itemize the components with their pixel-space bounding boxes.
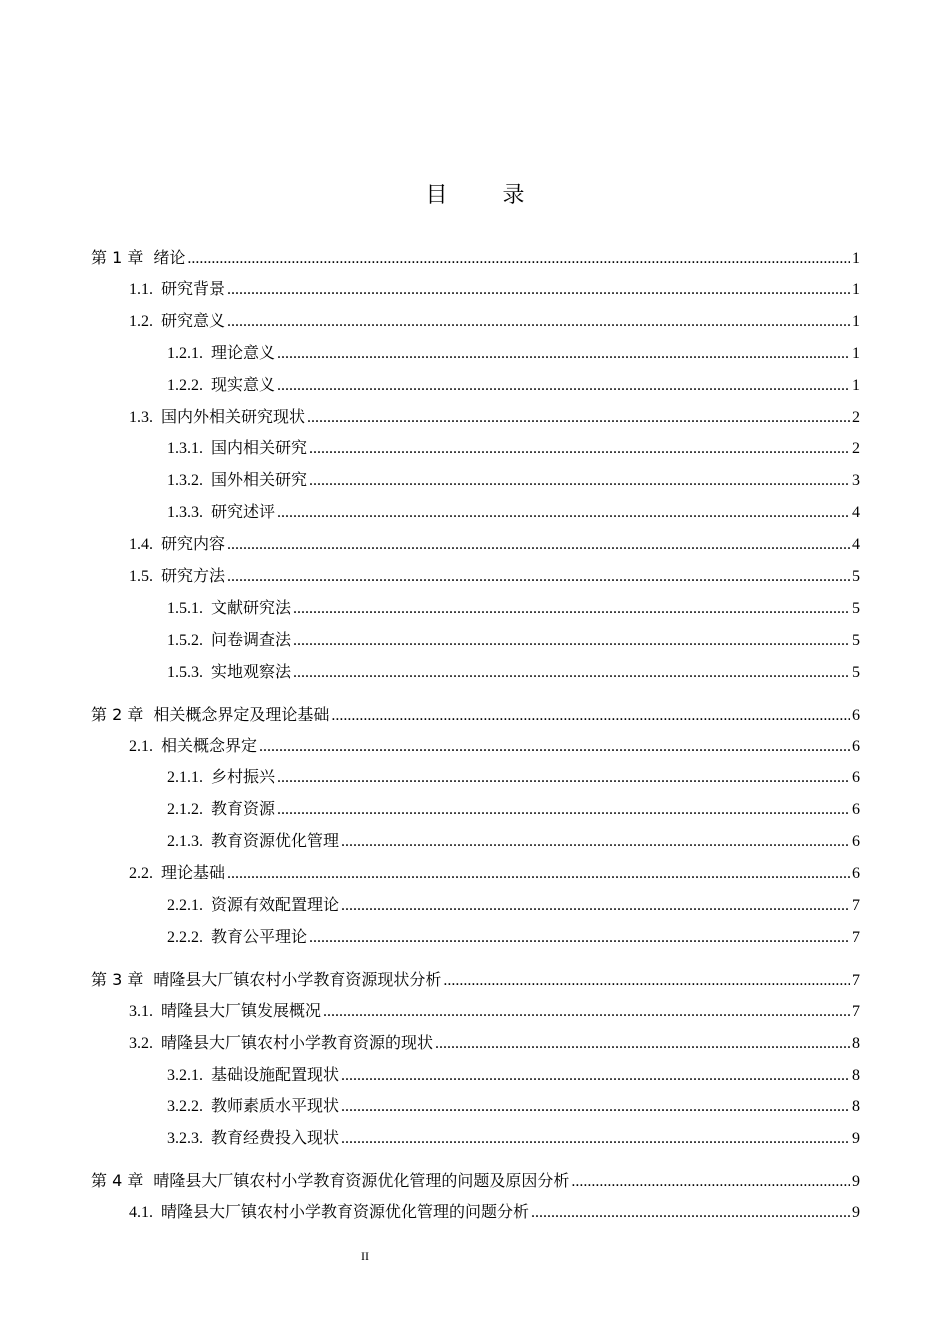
toc-entry-label: 教育资源优化管理 xyxy=(211,833,340,851)
toc-entry-page: 5 xyxy=(852,663,860,681)
toc-entry-label: 研究述评 xyxy=(211,504,276,522)
toc-entry-page: 6 xyxy=(852,801,860,819)
toc-entry-label: 研究意义 xyxy=(161,312,226,330)
toc-entry-level3[interactable] xyxy=(167,894,860,918)
toc-entry-level1[interactable] xyxy=(91,1169,860,1193)
toc-entry-label: 研究背景 xyxy=(161,280,226,298)
toc-entry-level2[interactable] xyxy=(129,565,860,589)
toc-entry-page: 5 xyxy=(852,568,860,585)
toc-entry-page: 1 xyxy=(852,280,860,298)
toc-entry-level2[interactable] xyxy=(129,533,860,557)
toc-entry-label: 教育公平理论 xyxy=(211,928,308,946)
toc-entry-label: 国内外相关研究现状 xyxy=(161,408,306,426)
toc-entry-label: 乡村振兴 xyxy=(211,769,276,787)
toc-entry-label: 相关概念界定 xyxy=(161,737,258,755)
toc-entry-number: 1.5.2. xyxy=(167,631,203,649)
dot-leader xyxy=(187,247,850,271)
toc-entry-number: 3.2.1. xyxy=(167,1066,203,1084)
dot-leader xyxy=(341,894,850,918)
dot-leader xyxy=(443,969,850,993)
toc-entry-level2[interactable] xyxy=(129,278,860,302)
toc-entry-number: 第 2 章 xyxy=(91,704,144,724)
toc-entry-level2[interactable] xyxy=(129,862,860,886)
toc-entry-page: 5 xyxy=(852,599,860,617)
toc-entry-level3[interactable] xyxy=(167,766,860,790)
toc-entry-label: 晴隆县大厂镇农村小学教育资源现状分析 xyxy=(153,969,442,989)
toc-entry-page: 9 xyxy=(852,1130,860,1148)
dot-leader xyxy=(293,661,850,685)
toc-entry-page: 1 xyxy=(852,376,860,394)
dot-leader xyxy=(309,437,850,461)
toc-entry-number: 2.2.1. xyxy=(167,897,203,914)
dot-leader xyxy=(277,342,850,366)
toc-entry-page: 2 xyxy=(852,440,860,458)
dot-leader xyxy=(331,704,850,728)
toc-entry-page: 1 xyxy=(852,250,860,267)
toc-entry-level2[interactable] xyxy=(129,1000,860,1024)
toc-entry-number: 1.2.1. xyxy=(167,344,203,362)
toc-entry-number: 3.2.3. xyxy=(167,1130,203,1148)
toc-entry-page: 3 xyxy=(852,472,860,490)
dot-leader xyxy=(227,565,850,589)
toc-entry-number: 2.1.1. xyxy=(167,769,203,787)
toc-entry-number: 2.1. xyxy=(129,737,153,755)
toc-entry-number: 1.3.2. xyxy=(167,472,203,490)
toc-entry-page: 7 xyxy=(852,1002,860,1020)
toc-entry-level2[interactable] xyxy=(129,1201,860,1225)
toc-entry-label: 国内相关研究 xyxy=(211,440,308,458)
toc-entry-number: 1.2.2. xyxy=(167,376,203,394)
toc-entry-page: 6 xyxy=(852,865,860,883)
toc-entry-level3[interactable] xyxy=(167,1064,860,1088)
toc-entry-page: 8 xyxy=(852,1034,860,1052)
toc-entry-label: 理论意义 xyxy=(211,344,276,362)
toc-entry-label: 研究方法 xyxy=(161,568,226,585)
toc-entry-number: 1.3.1. xyxy=(167,440,203,458)
toc-entry-number: 第 3 章 xyxy=(91,969,144,989)
toc-entry-page: 9 xyxy=(852,1204,860,1222)
toc-entry-label: 晴隆县大厂镇农村小学教育资源优化管理的问题分析 xyxy=(161,1204,530,1222)
toc-entry-label: 研究内容 xyxy=(161,536,226,554)
toc-entry-page: 9 xyxy=(852,1173,860,1191)
toc-entry-page: 2 xyxy=(852,408,860,426)
dot-leader xyxy=(435,1032,850,1056)
toc-entry-label: 国外相关研究 xyxy=(211,472,308,490)
toc-entry-level3[interactable] xyxy=(167,501,860,525)
dot-leader xyxy=(341,1127,850,1151)
toc-entry-page: 6 xyxy=(852,737,860,755)
toc-entry-page: 1 xyxy=(852,312,860,330)
toc-entry-label: 现实意义 xyxy=(211,376,276,394)
toc-entry-level2[interactable] xyxy=(129,735,860,759)
toc-entry-label: 文献研究法 xyxy=(211,599,292,617)
dot-leader xyxy=(571,1170,850,1194)
toc-entry-number: 2.2.2. xyxy=(167,928,203,946)
toc-entry-label: 教育经费投入现状 xyxy=(211,1130,340,1148)
page-number-footer: II xyxy=(361,1249,369,1263)
dot-leader xyxy=(531,1201,850,1225)
toc-entry-level3[interactable] xyxy=(167,830,860,854)
toc-entry-page: 6 xyxy=(852,833,860,851)
toc-entry-page: 6 xyxy=(852,769,860,787)
toc-entry-number: 2.1.3. xyxy=(167,833,203,851)
toc-entry-number: 1.1. xyxy=(129,280,153,298)
toc-entry-page: 7 xyxy=(852,971,860,989)
toc-entry-level3[interactable] xyxy=(167,926,860,950)
dot-leader xyxy=(227,310,850,334)
toc-entry-page: 4 xyxy=(852,536,860,554)
dot-leader xyxy=(277,798,850,822)
dot-leader xyxy=(293,629,850,653)
dot-leader xyxy=(277,501,850,525)
dot-leader xyxy=(227,533,850,557)
toc-entry-label: 相关概念界定及理论基础 xyxy=(153,704,330,724)
toc-entry-label: 资源有效配置理论 xyxy=(211,897,340,914)
dot-leader xyxy=(277,374,850,398)
toc-entry-number: 3.2.2. xyxy=(167,1098,203,1116)
toc-entry-number: 第 4 章 xyxy=(91,1171,144,1191)
toc-entry-label: 晴隆县大厂镇发展概况 xyxy=(161,1002,322,1020)
toc-entry-label: 理论基础 xyxy=(161,865,226,883)
toc-entry-number: 1.3.3. xyxy=(167,504,203,522)
toc-entry-number: 1.2. xyxy=(129,312,153,330)
toc-entry-page: 7 xyxy=(852,928,860,946)
dot-leader xyxy=(277,766,850,790)
toc-entry-label: 教师素质水平现状 xyxy=(211,1098,340,1116)
toc-entry-page: 1 xyxy=(852,344,860,362)
toc-entry-number: 2.1.2. xyxy=(167,801,203,819)
toc-entry-level3[interactable] xyxy=(167,597,860,621)
toc-entry-label: 晴隆县大厂镇农村小学教育资源的现状 xyxy=(161,1034,434,1052)
toc-entry-level2[interactable] xyxy=(129,406,860,430)
toc-entry-level3[interactable] xyxy=(167,342,860,366)
toc-entry-page: 6 xyxy=(852,706,860,724)
toc-entry-number: 1.4. xyxy=(129,536,153,554)
toc-entry-level3[interactable] xyxy=(167,798,860,822)
toc-entry-level3[interactable] xyxy=(167,629,860,653)
dot-leader xyxy=(259,735,850,759)
toc-entry-number: 1.5. xyxy=(129,568,153,585)
toc-entry-label: 基础设施配置现状 xyxy=(211,1066,340,1084)
dot-leader xyxy=(309,469,850,493)
dot-leader xyxy=(293,597,850,621)
dot-leader xyxy=(309,926,850,950)
toc-entry-level1[interactable] xyxy=(91,703,860,727)
toc-entry-level3[interactable] xyxy=(167,1095,860,1119)
toc-entry-label: 晴隆县大厂镇农村小学教育资源优化管理的问题及原因分析 xyxy=(153,1171,570,1191)
toc-entry-level2[interactable] xyxy=(129,310,860,334)
toc-entry-label: 教育资源 xyxy=(211,801,276,819)
toc-entry-number: 2.2. xyxy=(129,865,153,883)
toc-entry-page: 4 xyxy=(852,504,860,522)
dot-leader xyxy=(227,862,850,886)
toc-entry-page: 7 xyxy=(852,897,860,914)
dot-leader xyxy=(307,406,850,430)
dot-leader xyxy=(341,1064,850,1088)
toc-entry-level3[interactable] xyxy=(167,437,860,461)
dot-leader xyxy=(323,1000,850,1024)
toc-entry-level2[interactable] xyxy=(129,1032,860,1056)
dot-leader xyxy=(227,278,850,302)
toc-entry-level1[interactable] xyxy=(91,246,860,270)
toc-entry-level3[interactable] xyxy=(167,469,860,493)
page-title: 目 录 xyxy=(425,183,549,208)
toc-entry-number: 第 1 章 xyxy=(91,248,144,267)
toc-entry-number: 1.3. xyxy=(129,408,153,426)
toc-entry-number: 1.5.1. xyxy=(167,599,203,617)
toc-entry-number: 4.1. xyxy=(129,1204,153,1222)
toc-entry-level3[interactable] xyxy=(167,374,860,398)
toc-entry-number: 1.5.3. xyxy=(167,663,203,681)
toc-entry-page: 8 xyxy=(852,1066,860,1084)
dot-leader xyxy=(341,830,850,854)
toc-entry-label: 实地观察法 xyxy=(211,663,292,681)
dot-leader xyxy=(341,1095,850,1119)
toc-entry-label: 绪论 xyxy=(153,248,186,267)
toc-entry-level3[interactable] xyxy=(167,1127,860,1151)
toc-entry-page: 5 xyxy=(852,631,860,649)
toc-entry-number: 3.1. xyxy=(129,1002,153,1020)
toc-entry-page: 8 xyxy=(852,1098,860,1116)
toc-entry-level3[interactable] xyxy=(167,661,860,685)
toc-entry-number: 3.2. xyxy=(129,1034,153,1052)
toc-entry-level1[interactable] xyxy=(91,968,860,992)
toc-entry-label: 问卷调查法 xyxy=(211,631,292,649)
